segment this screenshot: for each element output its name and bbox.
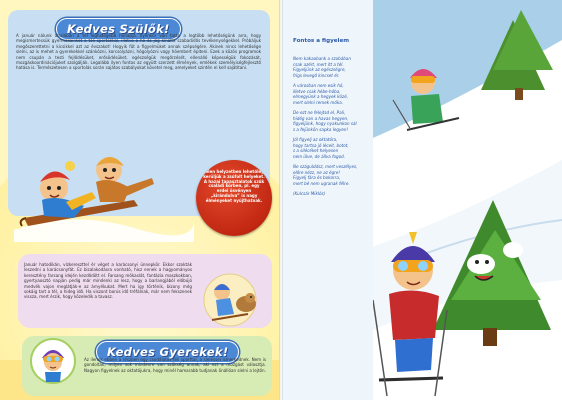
poem-text — [293, 56, 373, 197]
parents-text: A január nálunk általában a tél leghidegebb hónapja. Ilyenkor van talán a legtöbb lehetőségünk arra, hogy megismertessük gyermekeinket a téli sportokkal, illetve a hó és jég kínálta szabadidős tevékenységekkel. Próbáljuk megőszerettetni a kicsikkel azt az évszakot! Hogyik fűt a figyelmüket annak szépségére. Akinek nincs lehetősége síelni, az is mehet a gyerekekkel szánkózni, korcsolyázni, hógolyózni vagy hóembert építeni. Ezek a közös programok nem csupán a testi fejlődésüket, erősödésüket, egészségük megőrzését, ellenálló képességük fokozását, mozgáskoordinációjuket szolgálják. Legalább ilyen fontos az együtt szerzett élmények, emlékek személyiségfejlesztő hatása is. Természetesen a sportolás során sajátos szabályokat követel meg, amelyeket szintén el kell sajátítani. — [16, 33, 261, 71]
advice-badge — [196, 160, 272, 236]
epiphany-text: Január hatodikán, vízkereszttel ér véget a karácsonyi ünnepkör. Ekkor szokták leszedni a karácsonyfát. Ez bizalakodásra vonható, hisz ennek a hagyományos keresztény farsang idején kezdődött el. Farsang mókaslát, fantázia maszkokban, gyertyaosztó napján pedig már mindenki az lesz, hogy a barlangjából előbújó medvék vajon meglátják-e az árnyékukat. Mert ha igy történik, bizony még sokáig tart a tél, a hideg idő. Ha viszont borús idő tréfálnak, már nem fekszenek vissza, mert érzik, hogy közeledik a tavasz. — [24, 262, 192, 300]
advice-badge-text: Jelen helyzetben lehetőleg kerüljük a zsúfolt helyeket. A hazai tapasztalatok szűk családi körben, pl. egy erdei ösvényen „kirándulva” is nagy élményeket nyújthatnak. — [203, 169, 265, 203]
skier-with-animal-illustration — [190, 270, 270, 330]
child-skier-badge-illustration — [30, 338, 76, 384]
poem-stanza: Nem kakaobank a szobában csak azért, mert itt a tél. Figyeljünk az egészségre, frigs levegő kincset ér. — [293, 56, 351, 78]
children-text: Az ilenek ebben a részben egy csodálatos téli sporttal, a síeléssel ismerkednek. Nem is gondoltak, milyen sok mindenre van szükség annak, aki ezt a mozgást választja. Nagyon figyelnek az oktatójukra, hogy minél hamarabb tudjanak önállóan síelni a lejtőn. — [84, 357, 266, 373]
poem-stanza: Jól figyelj az oktatóra, hogy tartsa jó léceit, botot, s a sílécéket helyesen nem ülve, de állva fogod. — [293, 137, 349, 159]
parents-heading: Kedves Szülők! — [56, 18, 181, 40]
kids-sledding-illustration — [14, 140, 194, 242]
poem-stanza: De ezt ne felejtsd el, Pali, hidég van a havas hegyen, figyeljünk, hogy nyakunkon sál s a fejünkön sapka legyen! — [293, 110, 357, 132]
poem-stanza: Ne szágulddsz, mert veszélyes, előre nézz, ne az égre! Figyelj fára és bokorra, mert bé nem ugranak félre. — [293, 164, 358, 186]
children-heading: Kedves Gyerekek! — [96, 341, 239, 363]
poem-title: Fontos a figyelem — [293, 38, 350, 44]
poem-stanza: A városban nem esik hó, illetve csak hébe-hóba, elmegyünk a hegyek közé, mert síelni remek móka. — [293, 83, 349, 105]
poem-author: (Kulcsár Miklós) — [293, 191, 326, 196]
right-page — [283, 0, 562, 400]
